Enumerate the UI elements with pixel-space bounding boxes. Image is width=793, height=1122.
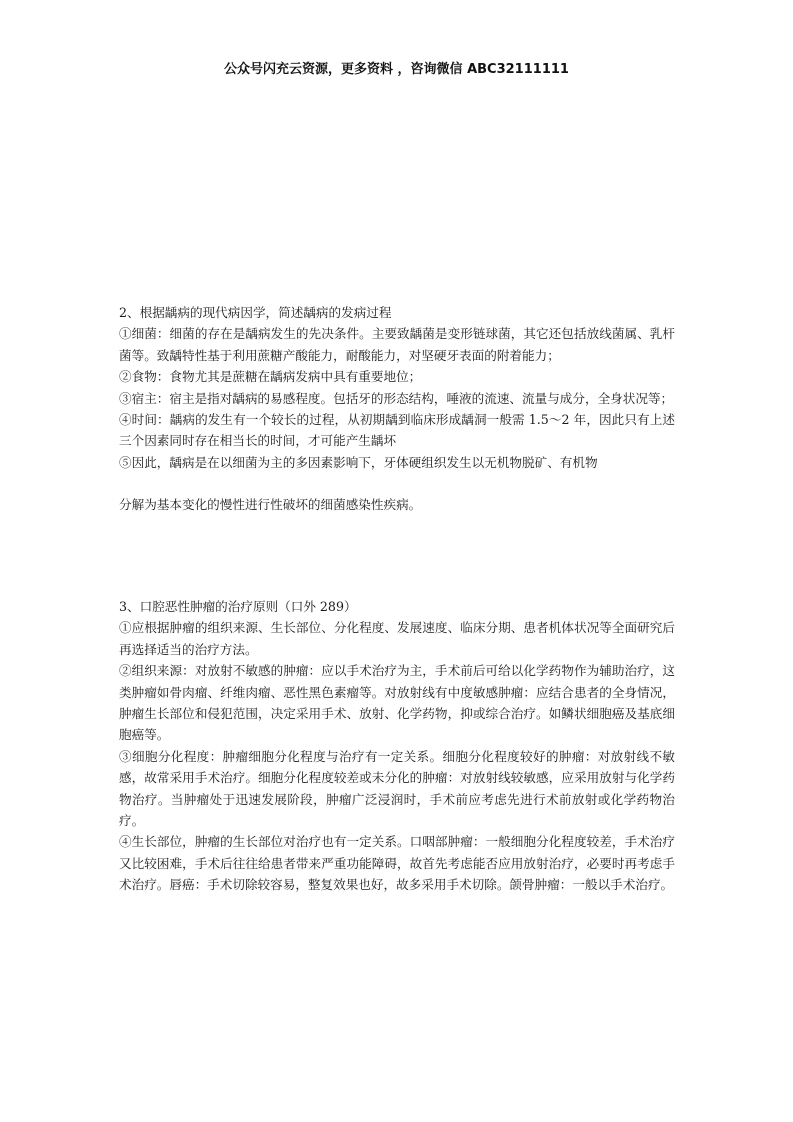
list-item: ①应根据肿瘤的组织来源、生长部位、分化程度、发展速度、临床分期、患者机体状况等全面研究后再选择适当的治疗方法。 xyxy=(119,620,675,657)
list-item: ④时间：龋病的发生有一个较长的过程，从初期龋到临床形成龋洞一般需 1.5～2 年，因此只有上述三个因素同时存在相当长的时间，才可能产生龋坏 xyxy=(119,412,675,449)
list-item: ③宿主：宿主是指对龋病的易感程度。包括牙的形态结构，唾液的流速、流量与成分，全身状况等； xyxy=(119,390,674,406)
page-header-watermark: 公众号闪充云资源，更多资料 ，咨询微信 ABC32111111 xyxy=(224,62,569,77)
list-item: ②组织来源：对放射不敏感的肿瘤：应以手术治疗为主，手术前后可给以化学药物作为辅助治疗，这类肿瘤如骨肉瘤、纤维肉瘤、恶性黑色素瘤等。对放射线有中度敏感肿瘤：应结合患者的全身情况，肿瘤生长部位和侵犯范围，决定采用手术、放射、化学药物，抑或综合治疗。如鳞状细胞癌及基底细胞癌等。 xyxy=(119,663,675,743)
list-item: ③细胞分化程度：肿瘤细胞分化程度与治疗有一定关系。细胞分化程度较好的肿瘤：对放射线不敏感，故常采用手术治疗。细胞分化程度较差或未分化的肿瘤：对放射线较敏感，应采用放射与化学药物治疗。当肿瘤处于迅速发展阶段，肿瘤广泛浸润时，手术前应考虑先进行术前放射或化学药物治疗。 xyxy=(119,748,675,829)
list-item: ④生长部位，肿瘤的生长部位对治疗也有一定关系。口咽部肿瘤：一般细胞分化程度较差，手术治疗又比较困难，手术后往往给患者带来严重功能障碍，故首先考虑能否应用放射治疗，必要时再考虑手术治疗。唇癌：手术切除较容易，整复效果也好，故多采用手术切除。颌骨肿瘤：一般以手术治疗。 xyxy=(119,834,675,893)
list-item: ②食物：食物尤其是蔗糖在龋病发病中具有重要地位； xyxy=(119,369,422,385)
list-item: ⑤因此，龋病是在以细菌为主的多因素影响下，牙体硬组织发生以无机物脱矿、有机物 xyxy=(119,454,598,470)
section-oral-cancer-treatment xyxy=(119,596,675,896)
section-title: 3、口腔恶性肿瘤的治疗原则（口外 289） xyxy=(119,599,357,614)
section-title: 2、根据龋病的现代病因学，简述龋病的发病过程 xyxy=(119,305,392,320)
list-item-continuation: 分解为基本变化的慢性进行性破坏的细菌感染性疾病。 xyxy=(119,497,422,513)
list-item: ①细菌：细菌的存在是龋病发生的先决条件。主要致龋菌是变形链球菌，其它还包括放线菌属、乳杆菌等。致龋特性基于利用蔗糖产酸能力，耐酸能力，对坚硬牙表面的附着能力； xyxy=(119,326,675,363)
section-caries-pathogenesis xyxy=(119,302,675,516)
